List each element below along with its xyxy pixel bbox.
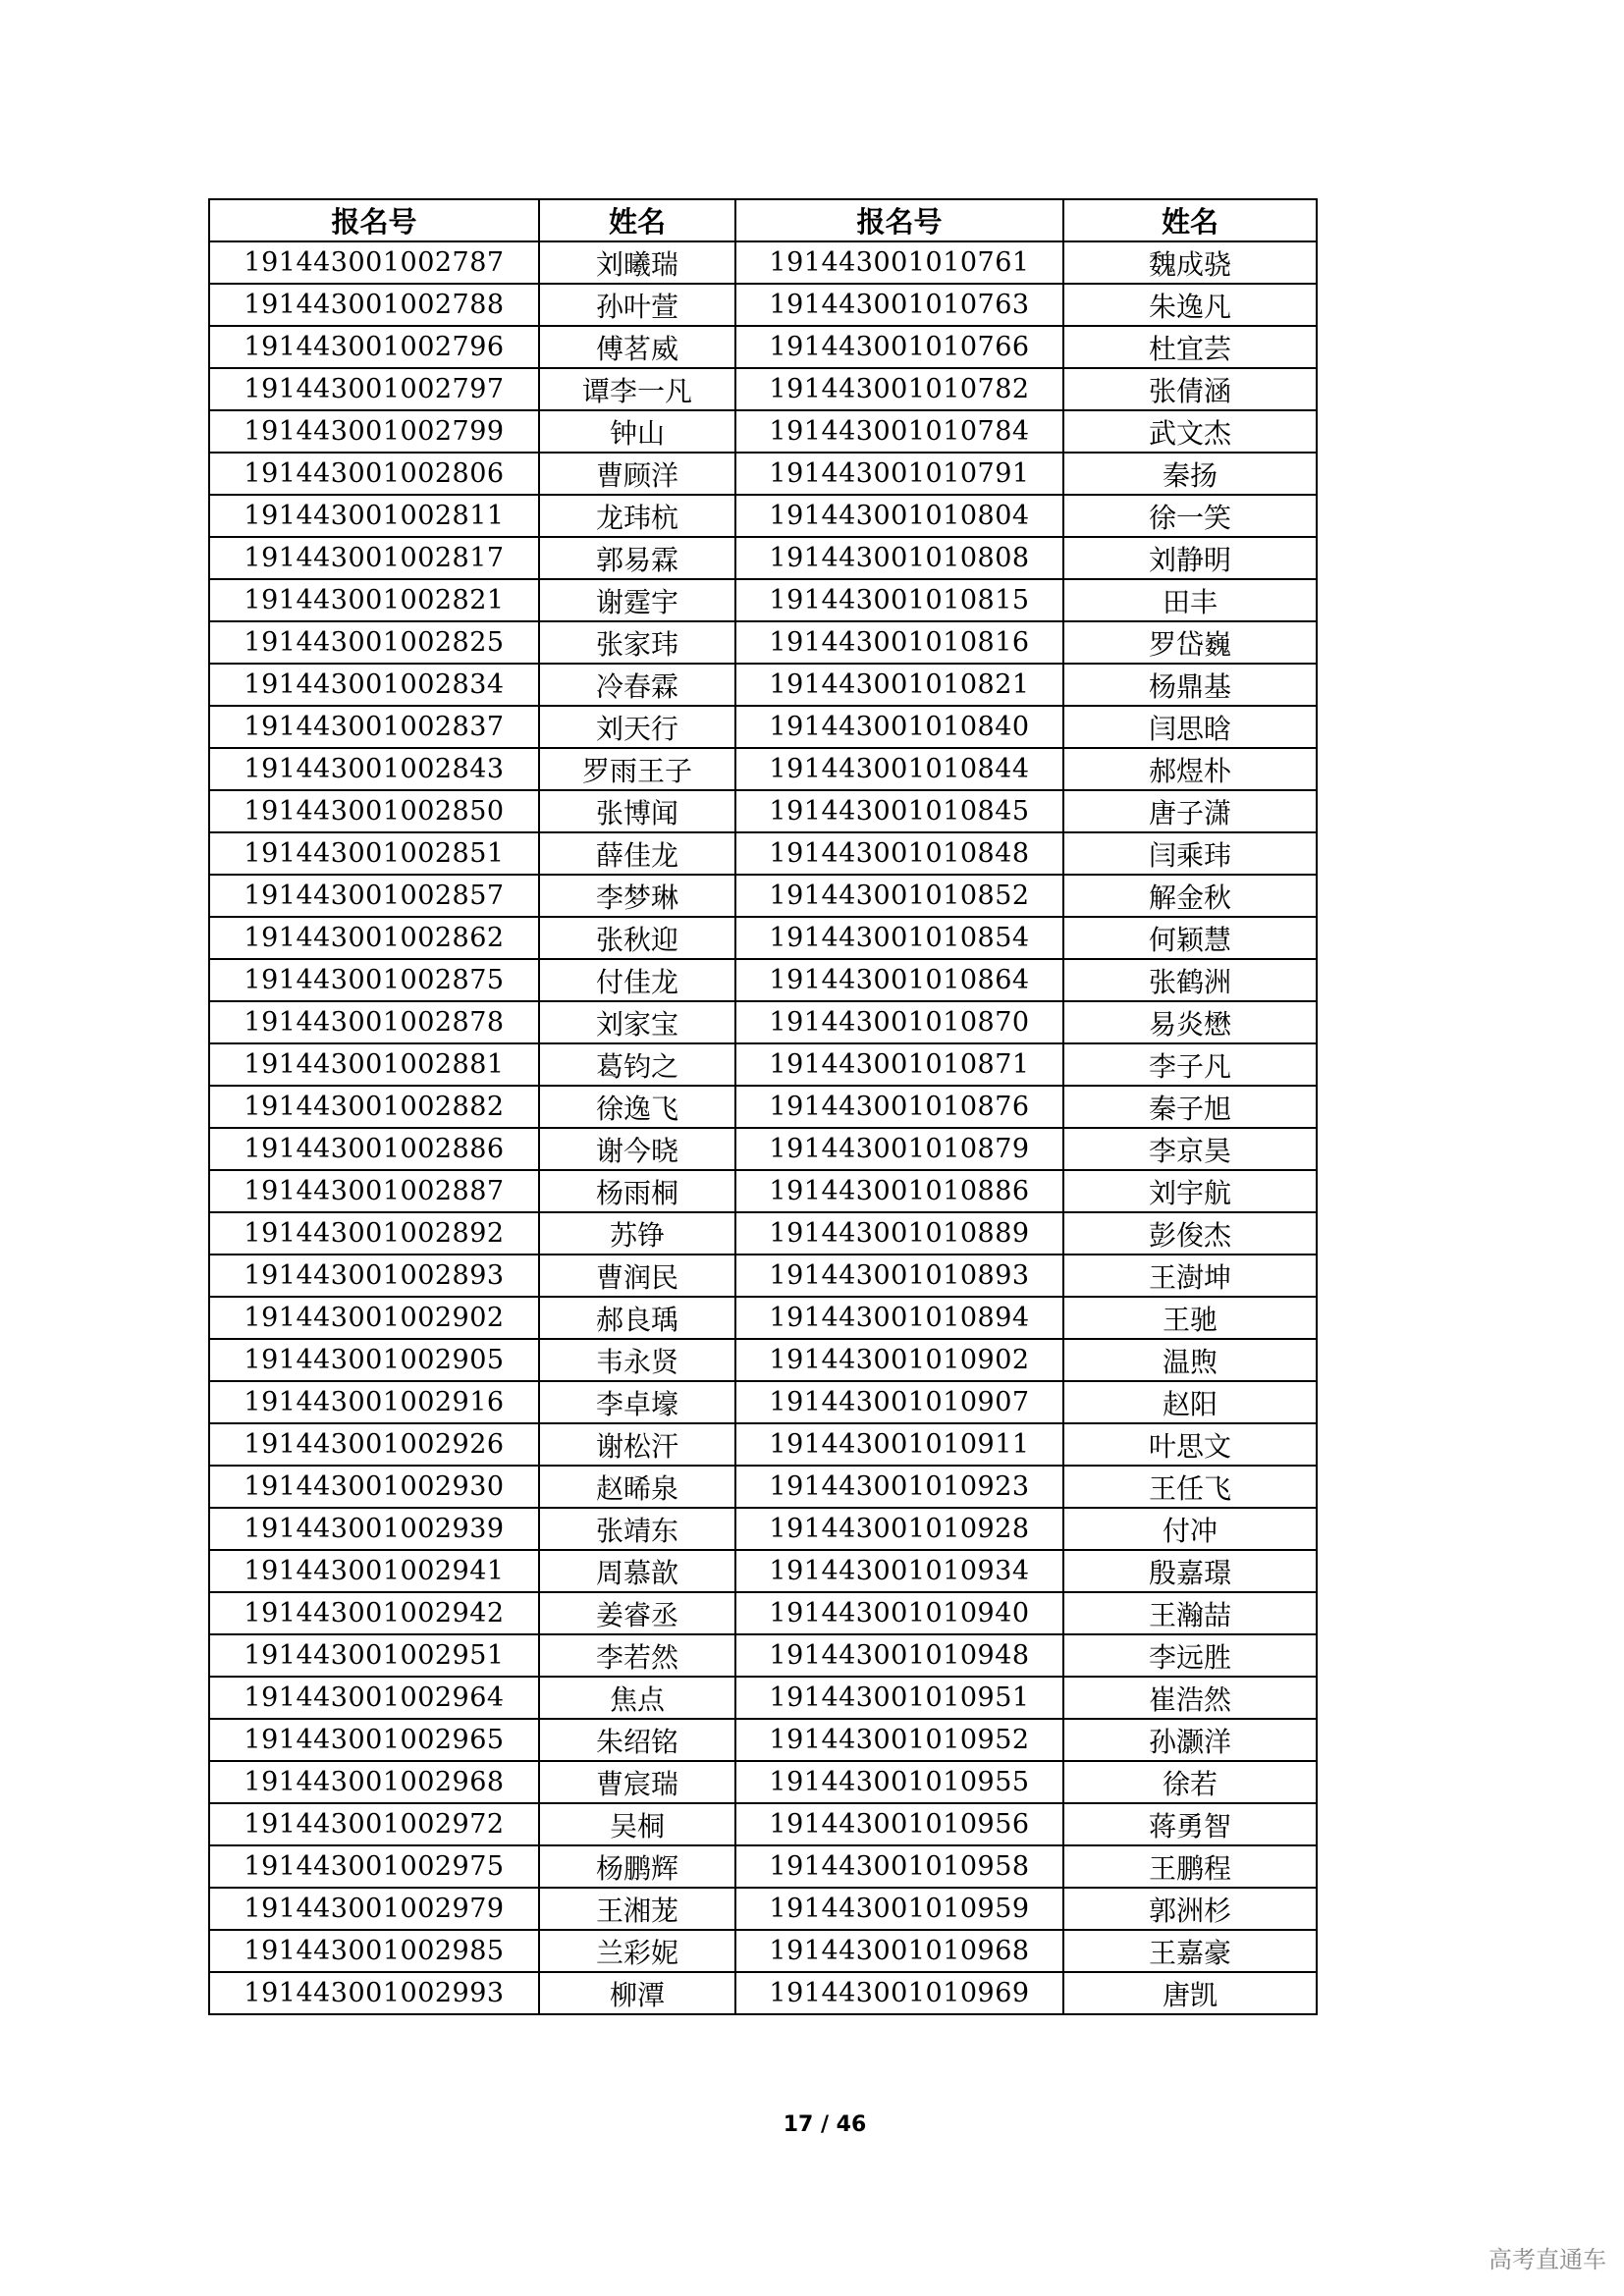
cell-name: 张倩涵: [1063, 368, 1317, 410]
table-row: [209, 495, 1317, 537]
cell-name: 张秋迎: [539, 917, 735, 959]
cell-registration-number: 191443001010968: [735, 1930, 1063, 1972]
cell-name: 秦子旭: [1063, 1086, 1317, 1128]
cell-registration-number: 191443001002886: [209, 1128, 539, 1170]
table-row: [209, 959, 1317, 1001]
cell-registration-number: 191443001002993: [209, 1972, 539, 2014]
cell-name: 徐逸飞: [539, 1086, 735, 1128]
table-row: [209, 1634, 1317, 1677]
table-row: [209, 917, 1317, 959]
cell-name: 张鹤洲: [1063, 959, 1317, 1001]
cell-registration-number: 191443001002893: [209, 1255, 539, 1297]
cell-registration-number: 191443001002834: [209, 664, 539, 706]
cell-registration-number: 191443001002972: [209, 1803, 539, 1845]
cell-registration-number: 191443001010784: [735, 410, 1063, 453]
table-row: [209, 1592, 1317, 1634]
cell-registration-number: 191443001002788: [209, 284, 539, 326]
cell-name: 刘宇航: [1063, 1170, 1317, 1212]
table-row: [209, 664, 1317, 706]
cell-name: 张靖东: [539, 1508, 735, 1550]
cell-name: 谢霆宇: [539, 579, 735, 621]
page-number: 17 / 46: [783, 2112, 867, 2137]
cell-registration-number: 191443001002851: [209, 832, 539, 875]
cell-name: 魏成骁: [1063, 241, 1317, 284]
table-row: [209, 1001, 1317, 1043]
cell-registration-number: 191443001010956: [735, 1803, 1063, 1845]
cell-name: 李京昊: [1063, 1128, 1317, 1170]
table-row: [209, 368, 1317, 410]
cell-registration-number: 191443001002887: [209, 1170, 539, 1212]
cell-name: 付佳龙: [539, 959, 735, 1001]
column-header-name: 姓名: [1063, 199, 1317, 241]
table-row: [209, 1086, 1317, 1128]
cell-registration-number: 191443001002882: [209, 1086, 539, 1128]
table-row: [209, 1803, 1317, 1845]
cell-registration-number: 191443001010879: [735, 1128, 1063, 1170]
table-row: [209, 1212, 1317, 1255]
cell-registration-number: 191443001010959: [735, 1888, 1063, 1930]
cell-name: 李卓壕: [539, 1381, 735, 1423]
cell-name: 张家玮: [539, 621, 735, 664]
table-row: [209, 1043, 1317, 1086]
cell-registration-number: 191443001010958: [735, 1845, 1063, 1888]
table-row: [209, 1550, 1317, 1592]
cell-registration-number: 191443001002985: [209, 1930, 539, 1972]
cell-name: 李子凡: [1063, 1043, 1317, 1086]
table-row: [209, 1255, 1317, 1297]
cell-registration-number: 191443001002799: [209, 410, 539, 453]
column-header-registration-number: 报名号: [209, 199, 539, 241]
cell-registration-number: 191443001002881: [209, 1043, 539, 1086]
table-row: [209, 1508, 1317, 1550]
cell-registration-number: 191443001002930: [209, 1466, 539, 1508]
cell-registration-number: 191443001002811: [209, 495, 539, 537]
cell-name: 闫乘玮: [1063, 832, 1317, 875]
cell-registration-number: 191443001002942: [209, 1592, 539, 1634]
cell-name: 苏铮: [539, 1212, 735, 1255]
cell-name: 蒋勇智: [1063, 1803, 1317, 1845]
cell-registration-number: 191443001010815: [735, 579, 1063, 621]
cell-name: 冷春霖: [539, 664, 735, 706]
cell-registration-number: 191443001010955: [735, 1761, 1063, 1803]
table-row: [209, 1128, 1317, 1170]
cell-registration-number: 191443001002787: [209, 241, 539, 284]
cell-registration-number: 191443001010816: [735, 621, 1063, 664]
cell-name: 傅茗威: [539, 326, 735, 368]
table-row: [209, 537, 1317, 579]
cell-name: 殷嘉璟: [1063, 1550, 1317, 1592]
cell-name: 杨鼎基: [1063, 664, 1317, 706]
cell-registration-number: 191443001002862: [209, 917, 539, 959]
cell-name: 杨鹏辉: [539, 1845, 735, 1888]
cell-name: 郝良瑀: [539, 1297, 735, 1339]
cell-name: 闫思晗: [1063, 706, 1317, 748]
cell-registration-number: 191443001010907: [735, 1381, 1063, 1423]
cell-registration-number: 191443001002916: [209, 1381, 539, 1423]
cell-registration-number: 191443001010804: [735, 495, 1063, 537]
cell-name: 焦点: [539, 1677, 735, 1719]
cell-name: 李远胜: [1063, 1634, 1317, 1677]
cell-registration-number: 191443001010845: [735, 790, 1063, 832]
cell-name: 郭易霖: [539, 537, 735, 579]
cell-registration-number: 191443001010852: [735, 875, 1063, 917]
cell-registration-number: 191443001002796: [209, 326, 539, 368]
cell-name: 徐若: [1063, 1761, 1317, 1803]
cell-registration-number: 191443001002979: [209, 1888, 539, 1930]
cell-name: 王嘉豪: [1063, 1930, 1317, 1972]
cell-name: 谢今晓: [539, 1128, 735, 1170]
table-row: [209, 1761, 1317, 1803]
cell-name: 谢松汗: [539, 1423, 735, 1466]
cell-name: 韦永贤: [539, 1339, 735, 1381]
cell-registration-number: 191443001010876: [735, 1086, 1063, 1128]
cell-name: 钟山: [539, 410, 735, 453]
cell-name: 王鹏程: [1063, 1845, 1317, 1888]
cell-name: 刘静明: [1063, 537, 1317, 579]
cell-registration-number: 191443001002926: [209, 1423, 539, 1466]
cell-name: 唐凯: [1063, 1972, 1317, 2014]
table-row: [209, 1930, 1317, 1972]
table-row: [209, 1845, 1317, 1888]
cell-registration-number: 191443001002806: [209, 453, 539, 495]
cell-registration-number: 191443001010969: [735, 1972, 1063, 2014]
table-row: [209, 1677, 1317, 1719]
cell-name: 付冲: [1063, 1508, 1317, 1550]
cell-registration-number: 191443001010854: [735, 917, 1063, 959]
cell-name: 姜睿丞: [539, 1592, 735, 1634]
cell-name: 柳潭: [539, 1972, 735, 2014]
cell-name: 武文杰: [1063, 410, 1317, 453]
cell-registration-number: 191443001002964: [209, 1677, 539, 1719]
table-row: [209, 790, 1317, 832]
cell-registration-number: 191443001010766: [735, 326, 1063, 368]
table-row: [209, 1972, 1317, 2014]
table-row: [209, 748, 1317, 790]
cell-registration-number: 191443001010940: [735, 1592, 1063, 1634]
cell-name: 罗岱巍: [1063, 621, 1317, 664]
cell-registration-number: 191443001010844: [735, 748, 1063, 790]
watermark: 高考直通车: [1489, 2246, 1606, 2273]
table-header-row: [209, 199, 1317, 241]
cell-name: 王湘茏: [539, 1888, 735, 1930]
table-row: [209, 410, 1317, 453]
cell-name: 朱逸凡: [1063, 284, 1317, 326]
cell-registration-number: 191443001010821: [735, 664, 1063, 706]
cell-registration-number: 191443001002951: [209, 1634, 539, 1677]
table-row: [209, 326, 1317, 368]
cell-registration-number: 191443001010923: [735, 1466, 1063, 1508]
cell-name: 谭李一凡: [539, 368, 735, 410]
cell-name: 兰彩妮: [539, 1930, 735, 1972]
cell-registration-number: 191443001002941: [209, 1550, 539, 1592]
cell-name: 温煦: [1063, 1339, 1317, 1381]
cell-registration-number: 191443001010948: [735, 1634, 1063, 1677]
cell-registration-number: 191443001002892: [209, 1212, 539, 1255]
cell-name: 刘家宝: [539, 1001, 735, 1043]
cell-name: 刘曦瑞: [539, 241, 735, 284]
table-row: [209, 453, 1317, 495]
column-header-name: 姓名: [539, 199, 735, 241]
table-body: [209, 241, 1317, 2014]
cell-name: 秦扬: [1063, 453, 1317, 495]
cell-name: 杜宜芸: [1063, 326, 1317, 368]
cell-registration-number: 191443001010763: [735, 284, 1063, 326]
cell-registration-number: 191443001010840: [735, 706, 1063, 748]
cell-name: 曹宸瑞: [539, 1761, 735, 1803]
cell-registration-number: 191443001010761: [735, 241, 1063, 284]
cell-registration-number: 191443001002817: [209, 537, 539, 579]
cell-registration-number: 191443001010902: [735, 1339, 1063, 1381]
cell-name: 杨雨桐: [539, 1170, 735, 1212]
cell-registration-number: 191443001010911: [735, 1423, 1063, 1466]
cell-registration-number: 191443001010886: [735, 1170, 1063, 1212]
cell-name: 解金秋: [1063, 875, 1317, 917]
table-row: [209, 1888, 1317, 1930]
cell-name: 王澍坤: [1063, 1255, 1317, 1297]
cell-name: 叶思文: [1063, 1423, 1317, 1466]
cell-name: 彭俊杰: [1063, 1212, 1317, 1255]
cell-name: 王瀚喆: [1063, 1592, 1317, 1634]
cell-name: 张博闻: [539, 790, 735, 832]
cell-name: 赵阳: [1063, 1381, 1317, 1423]
table-row: [209, 284, 1317, 326]
cell-name: 李若然: [539, 1634, 735, 1677]
cell-name: 龙玮杭: [539, 495, 735, 537]
table-row: [209, 1423, 1317, 1466]
cell-registration-number: 191443001010782: [735, 368, 1063, 410]
cell-registration-number: 191443001002878: [209, 1001, 539, 1043]
cell-name: 徐一笑: [1063, 495, 1317, 537]
table-row: [209, 241, 1317, 284]
cell-name: 郭洲杉: [1063, 1888, 1317, 1930]
cell-registration-number: 191443001002821: [209, 579, 539, 621]
cell-name: 唐子潇: [1063, 790, 1317, 832]
cell-registration-number: 191443001010870: [735, 1001, 1063, 1043]
table-row: [209, 1719, 1317, 1761]
cell-name: 王驰: [1063, 1297, 1317, 1339]
cell-name: 孙灏洋: [1063, 1719, 1317, 1761]
cell-registration-number: 191443001010889: [735, 1212, 1063, 1255]
cell-registration-number: 191443001002797: [209, 368, 539, 410]
cell-name: 刘天行: [539, 706, 735, 748]
table-row: [209, 1297, 1317, 1339]
cell-name: 孙叶萱: [539, 284, 735, 326]
cell-name: 何颖慧: [1063, 917, 1317, 959]
cell-registration-number: 191443001010928: [735, 1508, 1063, 1550]
cell-name: 李梦琳: [539, 875, 735, 917]
cell-registration-number: 191443001010894: [735, 1297, 1063, 1339]
cell-name: 郝煜朴: [1063, 748, 1317, 790]
cell-name: 罗雨王子: [539, 748, 735, 790]
cell-name: 田丰: [1063, 579, 1317, 621]
table-row: [209, 579, 1317, 621]
cell-registration-number: 191443001002905: [209, 1339, 539, 1381]
table-row: [209, 1170, 1317, 1212]
cell-name: 易炎懋: [1063, 1001, 1317, 1043]
cell-registration-number: 191443001002837: [209, 706, 539, 748]
cell-name: 曹润民: [539, 1255, 735, 1297]
cell-registration-number: 191443001002902: [209, 1297, 539, 1339]
cell-name: 吴桐: [539, 1803, 735, 1845]
cell-registration-number: 191443001010808: [735, 537, 1063, 579]
column-header-registration-number: 报名号: [735, 199, 1063, 241]
table-row: [209, 1339, 1317, 1381]
table-row: [209, 706, 1317, 748]
table-row: [209, 832, 1317, 875]
cell-name: 赵晞泉: [539, 1466, 735, 1508]
cell-name: 朱绍铭: [539, 1719, 735, 1761]
cell-registration-number: 191443001010871: [735, 1043, 1063, 1086]
cell-registration-number: 191443001002850: [209, 790, 539, 832]
cell-registration-number: 191443001010848: [735, 832, 1063, 875]
cell-name: 崔浩然: [1063, 1677, 1317, 1719]
cell-registration-number: 191443001010791: [735, 453, 1063, 495]
cell-registration-number: 191443001002965: [209, 1719, 539, 1761]
cell-registration-number: 191443001002825: [209, 621, 539, 664]
cell-registration-number: 191443001002968: [209, 1761, 539, 1803]
cell-registration-number: 191443001002857: [209, 875, 539, 917]
admission-table: [208, 198, 1318, 2015]
cell-registration-number: 191443001002939: [209, 1508, 539, 1550]
cell-registration-number: 191443001010952: [735, 1719, 1063, 1761]
cell-registration-number: 191443001002975: [209, 1845, 539, 1888]
cell-registration-number: 191443001010951: [735, 1677, 1063, 1719]
cell-name: 薛佳龙: [539, 832, 735, 875]
cell-registration-number: 191443001010864: [735, 959, 1063, 1001]
table-row: [209, 1381, 1317, 1423]
cell-registration-number: 191443001010934: [735, 1550, 1063, 1592]
cell-name: 葛钧之: [539, 1043, 735, 1086]
table-row: [209, 621, 1317, 664]
cell-registration-number: 191443001002843: [209, 748, 539, 790]
cell-name: 曹顾洋: [539, 453, 735, 495]
cell-registration-number: 191443001010893: [735, 1255, 1063, 1297]
table-row: [209, 875, 1317, 917]
cell-name: 周慕歆: [539, 1550, 735, 1592]
cell-registration-number: 191443001002875: [209, 959, 539, 1001]
table-row: [209, 1466, 1317, 1508]
cell-name: 王任飞: [1063, 1466, 1317, 1508]
